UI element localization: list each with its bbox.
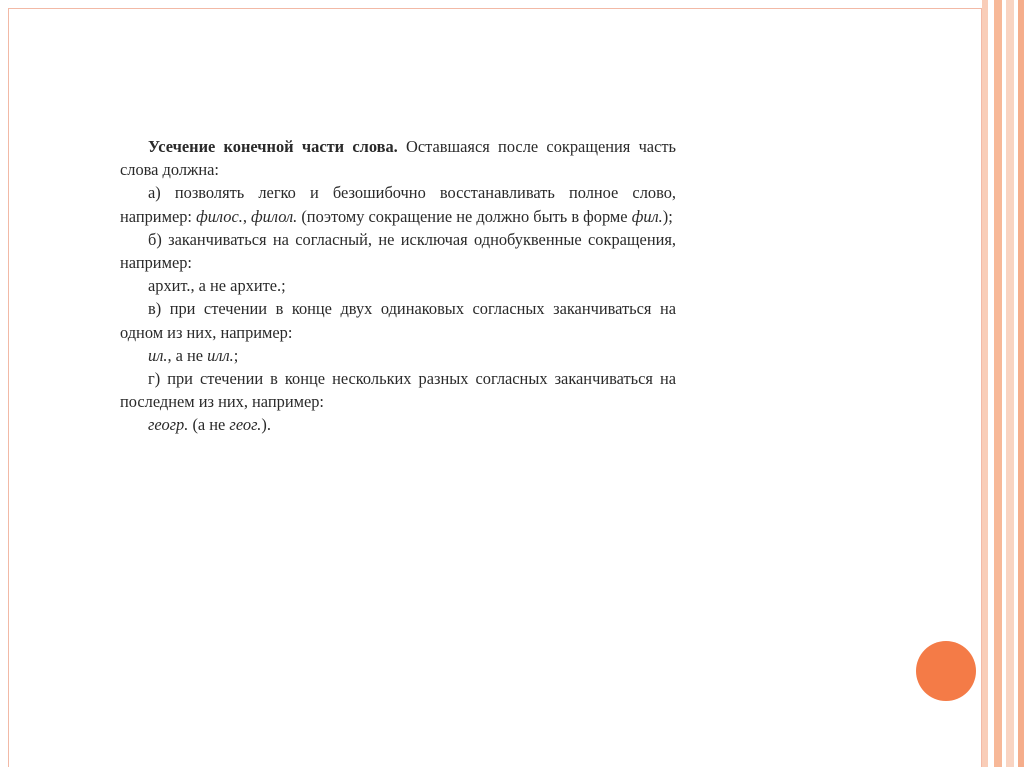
rule-d: г) при стечении в конце нескольких разных согласных заканчиваться на последнем из них, например: xyxy=(120,369,676,412)
rule-a: а) позволять легко и безошибочно восстанавливать полное слово, например: филос., филол. (поэтому сокращение не должно быть в форме фил.); xyxy=(120,183,676,226)
stripe xyxy=(1006,0,1014,767)
rule-c: в) при стечении в конце двух одинаковых согласных заканчиваться на одном из них, например: xyxy=(120,299,676,342)
rule-c-example: ил., а не илл.; xyxy=(148,345,239,365)
intro-paragraph: Усечение конечной части слова. Оставшаяся после сокращения часть слова должна: xyxy=(120,137,676,180)
decorative-stripes xyxy=(982,0,1024,767)
rule-d-example: геогр. (а не геог.). xyxy=(148,415,271,435)
section-heading: Усечение конечной части слова. xyxy=(148,137,398,156)
stripe xyxy=(1018,0,1024,767)
document-text xyxy=(120,135,676,437)
rule-b: б) заканчиваться на согласный, не исключая однобуквенные сокращения, например: xyxy=(120,229,676,273)
rule-b-example: архит., а не архите.; xyxy=(148,276,286,296)
stripe xyxy=(994,0,1002,767)
orange-circle-decoration xyxy=(916,641,976,701)
